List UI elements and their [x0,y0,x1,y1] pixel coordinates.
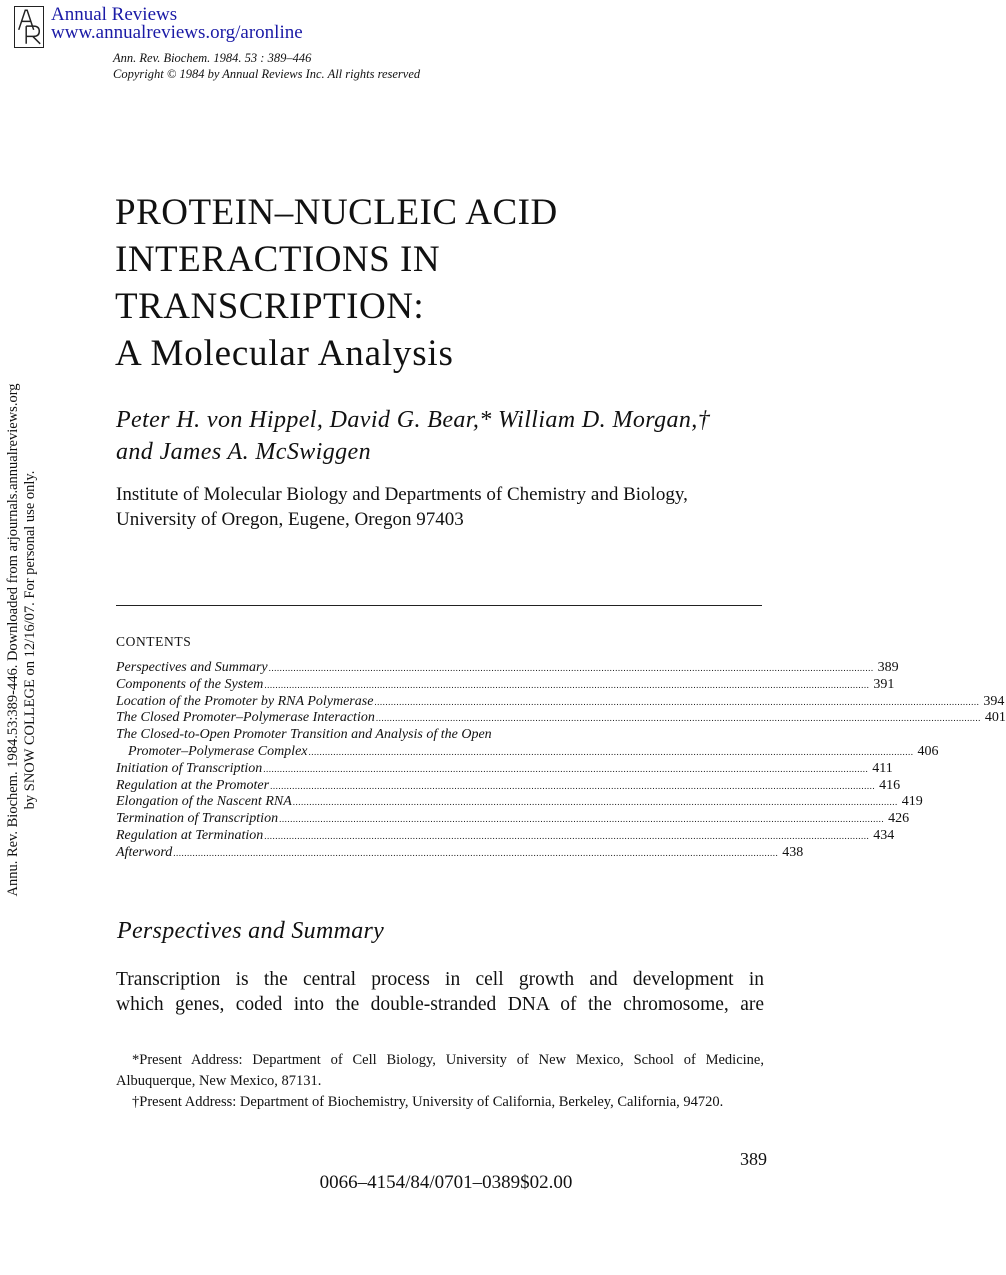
publisher-name-link[interactable]: Annual Reviews [51,4,178,25]
toc-entry-title: Termination of Transcription [116,811,279,827]
toc-entry-title: Regulation at the Promoter [116,777,270,793]
toc-entry[interactable] [116,710,1006,727]
toc-entry-title: Promoter–Polymerase Complex [128,743,308,759]
toc-entry[interactable] [116,693,1005,711]
logo-ar-monogram-icon [15,7,43,47]
toc-entry-continuation[interactable] [116,743,939,761]
toc-entry-page: 406 [917,743,939,759]
toc-entry[interactable] [116,727,764,744]
title-line: PROTEIN–NUCLEIC ACID [115,192,558,233]
footnotes [116,1050,764,1113]
toc-entry-title: Components of the System [116,676,264,692]
copyright-line: Copyright © 1984 by Annual Reviews Inc. All rights reserved [113,67,421,81]
toc-entry-page: 389 [877,660,899,675]
journal-citation: Ann. Rev. Biochem. 1984. 53 : 389–446 [113,51,312,65]
toc-leader-dots: ............................................................................................................................................................................................................................ [279,814,885,825]
toc-entry[interactable] [116,811,910,828]
body-line: Transcription is the central process in cell growth and development in [116,969,764,990]
toc-entry-title: Initiation of Transcription [116,760,263,776]
toc-entry-page: 391 [873,676,895,692]
footnote: *Present Address: Department of Cell Biology, University of New Mexico, School of Medicine, Albuquerque, New Mexico, 87131. [116,1052,764,1089]
publisher-url-link[interactable]: www.annualreviews.org/aronline [51,22,303,43]
toc-entry-page: 426 [888,811,910,827]
toc-entry[interactable] [116,844,804,862]
annual-reviews-logo [14,6,44,48]
footnote: †Present Address: Department of Biochemistry, University of California, Berkeley, California, 94720. [132,1094,724,1110]
table-of-contents [116,660,1006,862]
body-paragraph [116,967,764,1017]
toc-entry[interactable] [116,676,895,694]
toc-entry-title: Afterword [116,844,173,860]
toc-leader-dots: ............................................................................................................................................................................................................................ [264,679,870,690]
toc-entry-page: 416 [879,777,901,793]
toc-leader-dots: ............................................................................................................................................................................................................................ [173,847,779,858]
toc-entry[interactable] [116,660,899,677]
toc-leader-dots: ............................................................................................................................................................................................................................ [374,696,980,707]
contents-heading: CONTENTS [116,634,192,649]
toc-entry-title: Location of the Promoter by RNA Polymerase [116,693,374,709]
title-line: INTERACTIONS IN [115,239,441,280]
author-list [116,404,710,468]
toc-entry[interactable] [116,760,893,778]
toc-entry[interactable] [116,794,923,811]
toc-leader-dots: ............................................................................................................................................................................................................................ [264,830,870,841]
article-subtitle: A Molecular Analysis [115,333,454,374]
toc-leader-dots: ............................................................................................................................................................................................................................ [270,780,876,791]
toc-entry[interactable] [116,827,895,845]
article-price-code: 0066–4154/84/0701–0389$02.00 [319,1172,573,1193]
section-heading: Perspectives and Summary [117,918,385,944]
toc-entry-page: 411 [872,760,893,776]
toc-entry-title: The Closed Promoter–Polymerase Interaction [116,710,375,726]
authors-line: Peter H. von Hippel, David G. Bear,* William D. Morgan,† [116,407,711,433]
article-title [115,189,558,377]
affiliation [116,482,688,532]
toc-leader-dots: ............................................................................................................................................................................................................................ [263,763,869,774]
toc-leader-dots: ............................................................................................................................................................................................................................ [375,713,981,724]
toc-entry-title: Regulation at Termination [116,827,264,843]
toc-entry-page: 434 [873,827,895,843]
toc-entry-title: Elongation of the Nascent RNA [116,794,292,810]
page-number: 389 [740,1149,767,1169]
watermark-line-2: by SNOW COLLEGE on 12/16/07. For personal use only. [22,470,38,810]
toc-entry-page: 394 [983,693,1005,709]
toc-entry-page: 438 [782,844,804,860]
affiliation-line: University of Oregon, Eugene, Oregon 97403 [116,509,464,530]
toc-entry-page: 401 [984,710,1006,726]
title-line: TRANSCRIPTION: [115,286,425,327]
section-divider [116,605,762,606]
affiliation-line: Institute of Molecular Biology and Departments of Chemistry and Biology, [116,484,688,505]
toc-entry-title: The Closed-to-Open Promoter Transition and Analysis of the Open [116,727,492,743]
toc-entry[interactable] [116,777,901,795]
body-line: which genes, coded into the double-stranded DNA of the chromosome, are [116,994,764,1015]
toc-entry-page: 419 [901,794,923,810]
watermark-line-1: Annu. Rev. Biochem. 1984.53:389-446. Downloaded from arjournals.annualreviews.org [5,383,21,897]
toc-entry-title: Perspectives and Summary [116,660,268,675]
toc-leader-dots: ............................................................................................................................................................................................................................ [292,797,898,808]
toc-leader-dots: ............................................................................................................................................................................................................................ [268,663,874,673]
toc-leader-dots: ............................................................................................................................................................................................................................ [308,746,914,757]
authors-line: and James A. McSwiggen [116,439,371,465]
